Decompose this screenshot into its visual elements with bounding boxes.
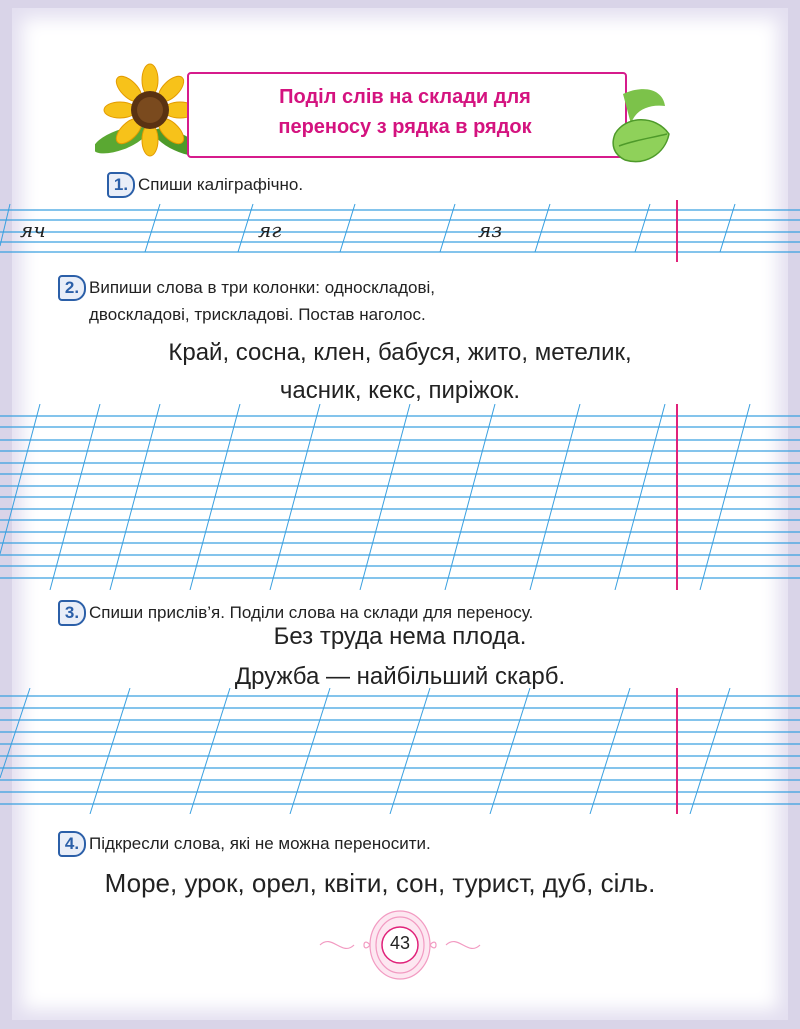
writing-lines-task3 (0, 688, 800, 814)
task-number-badge: 2. (58, 275, 86, 301)
script-sample-1: яч (20, 218, 46, 242)
writing-lines-task1 (0, 200, 800, 262)
task4-instruction: Підкресли слова, які не можна переносити. (89, 834, 431, 853)
task2-words-line1: Край, сосна, клен, бабуся, жито, метелик, (168, 339, 632, 366)
leaf-icon (605, 84, 677, 170)
title-line-1: Поділ слів на склади для (279, 86, 531, 108)
script-sample-2: яг (258, 218, 282, 242)
task-number-badge: 4. (58, 831, 86, 857)
task4-words: Море, урок, орел, квіти, сон, турист, дуб, сіль. (104, 868, 656, 898)
task2-words-line2: часник, кекс, пиріжок. (279, 377, 521, 404)
task3-proverb1: Без труда нема плода. (273, 623, 527, 650)
writing-lines-task2 (0, 404, 800, 590)
task2-instruction-line1: Випиши слова в три колонки: односкладові, (89, 278, 435, 297)
task3-instruction: Спиши прислів’я. Поділи слова на склади для переносу. (89, 603, 534, 622)
title-line-2: переносу з рядка в рядок (278, 116, 532, 138)
task-number-badge: 1. (107, 172, 135, 198)
task-number-badge: 3. (58, 600, 86, 626)
task1-instruction: Спиши каліграфічно. (138, 175, 304, 194)
task3-proverb2: Дружба — найбільший скарб. (234, 663, 566, 690)
page-title (200, 82, 610, 142)
page-number: 43 (389, 933, 411, 953)
script-sample-3: яз (478, 218, 503, 242)
task2-instruction-line2: двоскладові, трискладові. Постав наголос. (89, 305, 426, 324)
